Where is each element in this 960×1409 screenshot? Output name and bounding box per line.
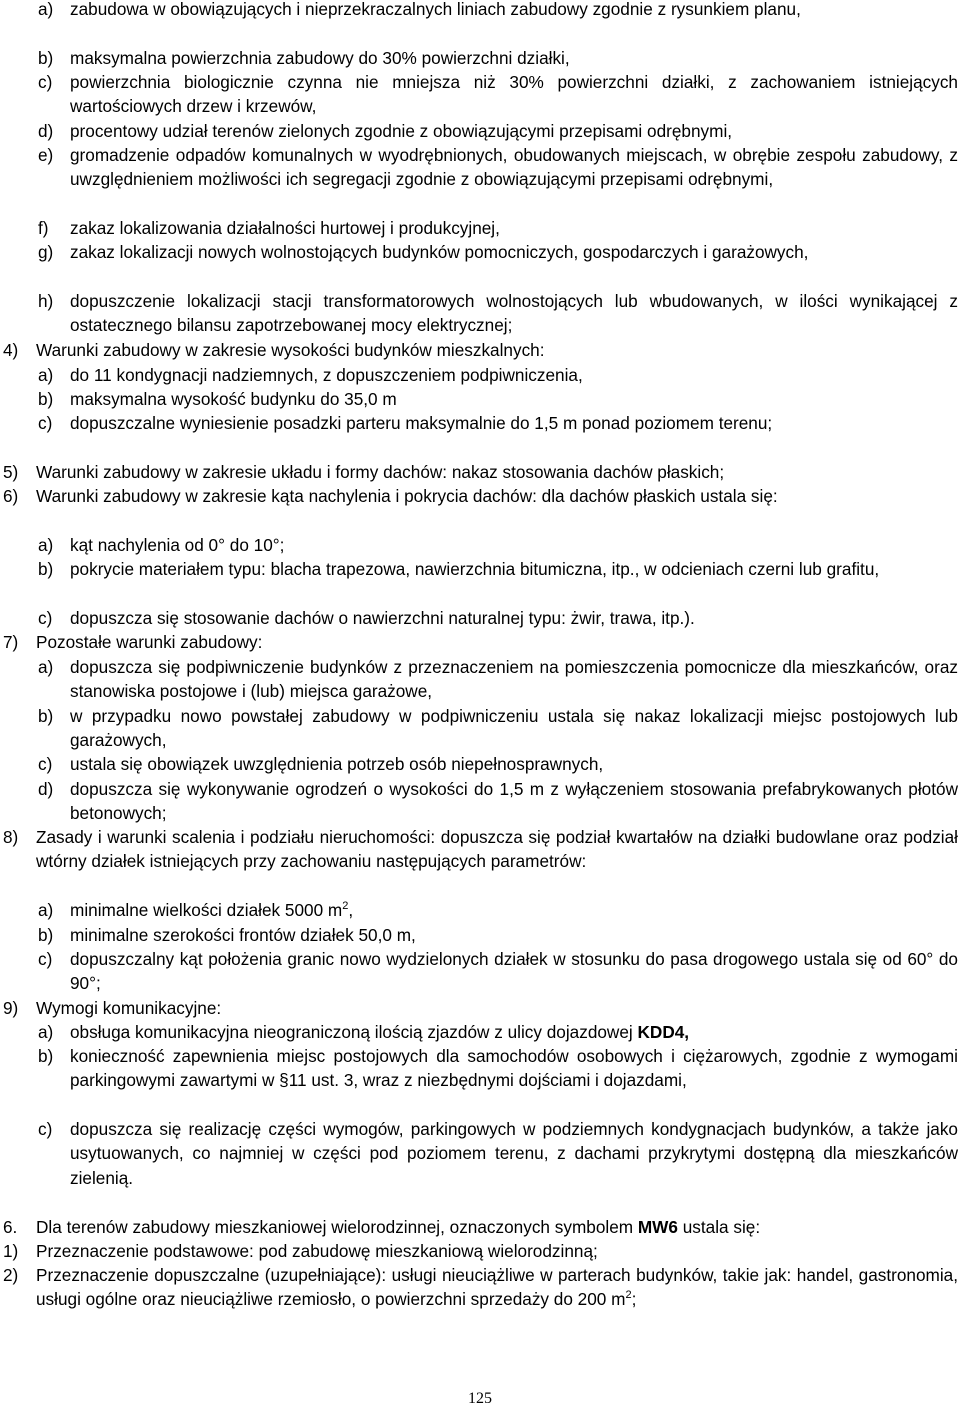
item-label: b) <box>38 925 54 945</box>
item-text <box>70 557 958 581</box>
item-text-body: konieczność zapewnienia miejsc postojowych dla samochodów osobowych i ciężarowych, zgodnie z wymogami parkingowymi zawartymi w §11 ust. 3, wraz z niezbędnymi dojściami i dojazdami, <box>70 1046 958 1091</box>
item-label: c) <box>38 754 53 774</box>
item-text <box>70 1117 958 1190</box>
item-label: d) <box>38 121 54 141</box>
item-label: f) <box>38 218 49 238</box>
item-text <box>70 752 958 776</box>
item-text <box>70 289 958 338</box>
item-text-body: kąt nachylenia od 0° do 10°; <box>70 535 285 555</box>
item-label: c) <box>38 949 53 969</box>
item-text <box>70 1020 958 1044</box>
item-text-body: Przeznaczenie dopuszczalne (uzupełniające): usługi nieuciążliwe w parterach budynków, takie jak: handel, gastronomia, usługi ogólne oraz nieuciążliwe rzemiosło, o powierzchni sprzedaży do 200 m <box>36 1265 958 1310</box>
item-text <box>70 655 958 704</box>
item-text-body: dopuszczalny kąt położenia granic nowo wydzielonych działek w stosunku do pasa drogowego ustala się od 60° do 90°; <box>70 949 958 994</box>
item-label: a) <box>38 1022 54 1042</box>
item-text <box>36 460 958 484</box>
item-text <box>70 143 958 192</box>
item-text-body: maksymalna powierzchnia zabudowy do 30% powierzchni działki, <box>70 48 570 68</box>
item-label: 5) <box>3 462 19 482</box>
item-label: a) <box>38 365 54 385</box>
item-label: b) <box>38 559 54 579</box>
item-text-body: do 11 kondygnacji nadziemnych, z dopuszczeniem podpiwniczenia, <box>70 365 583 385</box>
item-label: c) <box>38 608 53 628</box>
item-label: d) <box>38 779 54 799</box>
item-text-body: gromadzenie odpadów komunalnych w wyodrębnionych, obudowanych miejscach, w obrębie zespołu zabudowy, z uwzględnieniem możliwości ich segregacji zgodnie z obowiązującymi przepisami odrębnymi, <box>70 145 958 190</box>
item-text <box>70 0 958 21</box>
item-text-body: Dla terenów zabudowy mieszkaniowej wielorodzinnej, oznaczonych symbolem <box>36 1217 638 1237</box>
item-label: g) <box>38 242 54 262</box>
item-text <box>70 70 958 119</box>
item-label: 1) <box>3 1241 19 1261</box>
item-text-body: Warunki zabudowy w zakresie wysokości budynków mieszkalnych: <box>36 340 545 360</box>
item-text-body: dopuszczenie lokalizacji stacji transformatorowych wolnostojących lub wbudowanych, w ilości wynikającej z ostatecznego bilansu zapotrzebowanej mocy elektrycznej; <box>70 291 958 336</box>
item-label: h) <box>38 291 54 311</box>
item-label: b) <box>38 1046 54 1066</box>
bold-symbol: KDD4, <box>637 1022 690 1042</box>
item-text-body: pokrycie materiałem typu: blacha trapezowa, nawierzchnia bitumiczna, itp., w odcieniach czerni lub grafitu, <box>70 559 880 579</box>
item-text <box>36 1215 958 1239</box>
item-label: a) <box>38 657 54 677</box>
item-label: 6. <box>3 1217 18 1237</box>
item-text <box>70 363 958 387</box>
item-text-body: zakaz lokalizacji nowych wolnostojących budynków pomocniczych, gospodarczych i garażowych, <box>70 242 809 262</box>
item-text <box>70 947 958 996</box>
item-label: 8) <box>3 827 19 847</box>
page-number: 125 <box>468 1390 492 1407</box>
item-text <box>70 923 958 947</box>
item-text <box>70 898 958 922</box>
item-text-body: dopuszcza się podpiwniczenie budynków z przeznaczeniem na pomieszczenia pomocnicze dla mieszkańców, oraz stanowiska postojowe i (lub) miejsca garażowe, <box>70 657 958 702</box>
item-label: a) <box>38 900 54 920</box>
item-text-body: minimalne szerokości frontów działek 50,0 m, <box>70 925 416 945</box>
item-text-body: Przeznaczenie podstawowe: pod zabudowę mieszkaniową wielorodzinną; <box>36 1241 598 1261</box>
item-label: c) <box>38 72 53 92</box>
item-label: c) <box>38 413 53 433</box>
item-text <box>36 996 958 1020</box>
item-text-body: dopuszcza się stosowanie dachów o nawierzchni naturalnej typu: żwir, trawa, itp.). <box>70 608 695 628</box>
item-text-body: dopuszczalne wyniesienie posadzki parteru maksymalnie do 1,5 m ponad poziomem terenu; <box>70 413 773 433</box>
item-text-body: ustala się obowiązek uwzględnienia potrzeb osób niepełnosprawnych, <box>70 754 604 774</box>
item-text <box>36 630 958 654</box>
item-text-body: obsługa komunikacyjna nieograniczoną ilością zjazdów z ulicy dojazdowej <box>70 1022 638 1042</box>
item-text-body: w przypadku nowo powstałej zabudowy w podpiwniczeniu ustala się nakaz lokalizacji miejsc postojowych lub garażowych, <box>70 706 958 751</box>
item-text-body: powierzchnia biologicznie czynna nie mniejsza niż 30% powierzchni działki, z zachowaniem istniejących wartościowych drzew i krzewów, <box>70 72 958 117</box>
item-text-body: Pozostałe warunki zabudowy: <box>36 632 263 652</box>
item-label: 7) <box>3 632 19 652</box>
item-label: 4) <box>3 340 19 360</box>
item-text <box>36 1239 958 1263</box>
item-text <box>70 533 958 557</box>
item-text-body: Zasady i warunki scalenia i podziału nieruchomości: dopuszcza się podział kwartałów na działki budowlane oraz podział wtórny działek istniejących przy zachowaniu następujących parametrów: <box>36 827 958 872</box>
item-text <box>70 240 958 264</box>
item-text <box>70 387 958 411</box>
item-text <box>70 119 958 143</box>
superscript: 2 <box>342 900 349 912</box>
item-text <box>70 704 958 753</box>
item-label: a) <box>38 0 54 19</box>
item-text-body: zabudowa w obowiązujących i nieprzekraczalnych liniach zabudowy zgodnie z rysunkiem planu, <box>70 0 801 19</box>
item-text-tail: , <box>348 900 354 920</box>
item-text-body: maksymalna wysokość budynku do 35,0 m <box>70 389 397 409</box>
item-text-body: zakaz lokalizowania działalności hurtowej i produkcyjnej, <box>70 218 500 238</box>
superscript: 2 <box>625 1289 632 1302</box>
bold-symbol: MW6 <box>637 1217 678 1237</box>
item-label: 2) <box>3 1265 19 1285</box>
item-label: b) <box>38 706 54 726</box>
item-text-body: Warunki zabudowy w zakresie kąta nachylenia i pokrycia dachów: dla dachów płaskich ustala się: <box>36 486 778 506</box>
item-text <box>70 46 958 70</box>
item-text <box>70 777 958 826</box>
item-label: 6) <box>3 486 19 506</box>
item-text-body: procentowy udział terenów zielonych zgodnie z obowiązującymi przepisami odrębnymi, <box>70 121 733 141</box>
item-text <box>70 1044 958 1093</box>
item-text-body: minimalne wielkości działek 5000 m <box>70 900 343 920</box>
item-text <box>36 1263 958 1312</box>
item-text-body: Warunki zabudowy w zakresie układu i formy dachów: nakaz stosowania dachów płaskich; <box>36 462 725 482</box>
item-text-body: dopuszcza się realizację części wymogów, parkingowych w podziemnych kondygnacjach budynków, a także jako usytuowanych, co najmniej w części pod poziomem terenu, z dachami przykrytymi dostępną dla mieszkańców zielenią. <box>70 1119 958 1188</box>
item-label: c) <box>38 1119 53 1139</box>
item-text <box>36 338 958 362</box>
item-text <box>70 216 958 240</box>
item-text <box>36 825 958 874</box>
item-text <box>70 606 958 630</box>
item-label: 9) <box>3 998 19 1018</box>
item-text <box>70 411 958 435</box>
item-text <box>36 484 958 508</box>
item-label: b) <box>38 48 54 68</box>
item-text-body: dopuszcza się wykonywanie ogrodzeń o wysokości do 1,5 m z wyłączeniem stosowania prefabrykowanych płotów betonowych; <box>70 779 958 824</box>
item-text-body: Wymogi komunikacyjne: <box>36 998 222 1018</box>
item-label: e) <box>38 145 54 165</box>
item-label: b) <box>38 389 54 409</box>
item-text-tail: ; <box>631 1289 637 1310</box>
item-label: a) <box>38 535 54 555</box>
item-text-tail: ustala się: <box>677 1217 761 1237</box>
